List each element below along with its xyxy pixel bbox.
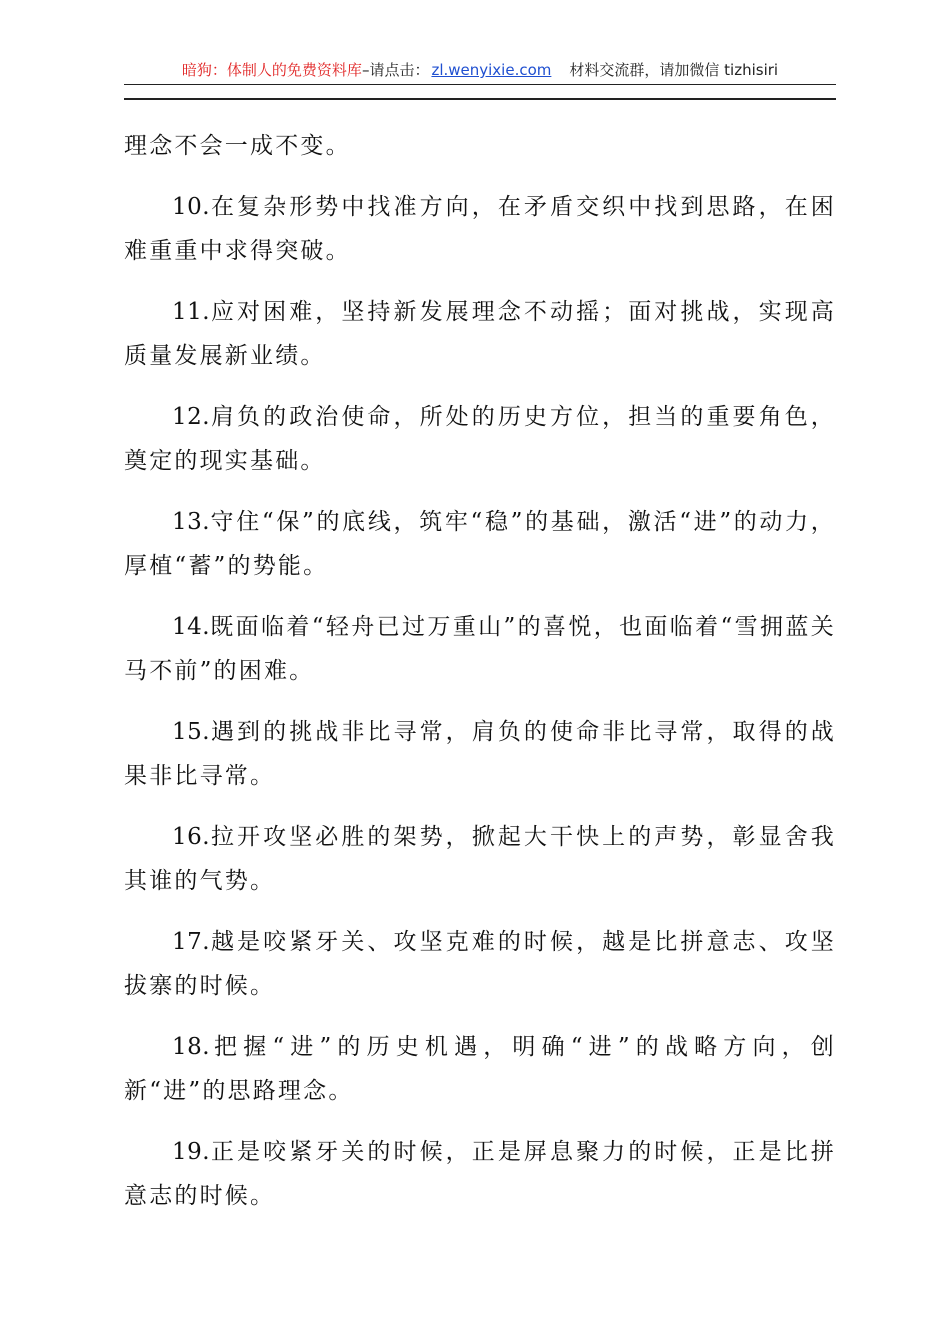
- document-body: [124, 124, 836, 1235]
- item-number: 11.: [172, 299, 211, 325]
- item-number: 14.: [172, 614, 211, 640]
- item-text: 正是咬紧牙关的时候，正是屏息聚力的时候，正是比拼意志的时候。: [124, 1139, 836, 1209]
- header-contact: 材料交流群，请加微信 tizhisiri: [569, 61, 779, 79]
- item-number: 13.: [172, 509, 211, 535]
- item-text: 应对困难，坚持新发展理念不动摇；面对挑战，实现高质量发展新业绩。: [124, 299, 836, 369]
- item-number: 19.: [172, 1139, 211, 1165]
- list-item: [124, 185, 836, 273]
- item-text: 守住“保”的底线，筑牢“稳”的基础，激活“进”的动力，厚植“蓄”的势能。: [124, 509, 836, 579]
- list-item: [124, 710, 836, 798]
- list-item: [124, 500, 836, 588]
- item-text: 既面临着“轻舟已过万重山”的喜悦，也面临着“雪拥蓝关马不前”的困难。: [124, 614, 836, 684]
- item-text: 把握“进”的历史机遇，明确“进”的战略方向，创新“进”的思路理念。: [124, 1034, 836, 1104]
- list-item: [124, 395, 836, 483]
- item-text: 肩负的政治使命，所处的历史方位，担当的重要角色，奠定的现实基础。: [124, 404, 836, 474]
- paragraph-text: 理念不会一成不变。: [124, 133, 351, 159]
- header-prompt: –请点击：: [361, 61, 430, 79]
- item-number: 18.: [172, 1034, 211, 1060]
- page-header: [124, 58, 836, 82]
- item-number: 17.: [172, 929, 211, 955]
- list-item: [124, 920, 836, 1008]
- list-item: [124, 290, 836, 378]
- list-item: [124, 605, 836, 693]
- list-item: [124, 1025, 836, 1113]
- header-link[interactable]: zl.wenyixie.com: [431, 61, 552, 79]
- item-text: 越是咬紧牙关、攻坚克难的时候，越是比拼意志、攻坚拔寨的时候。: [124, 929, 836, 999]
- list-item: [124, 1130, 836, 1218]
- paragraph-continuation: [124, 124, 836, 168]
- item-number: 16.: [172, 824, 211, 850]
- item-text: 在复杂形势中找准方向，在矛盾交织中找到思路，在困难重重中求得突破。: [124, 194, 836, 264]
- item-number: 12.: [172, 404, 211, 430]
- item-text: 拉开攻坚必胜的架势，掀起大干快上的声势，彰显舍我其谁的气势。: [124, 824, 836, 894]
- header-brand: 暗狗：体制人的免费资料库: [181, 61, 362, 79]
- header-rule-thick: [124, 98, 836, 100]
- header-rule-thin: [124, 84, 836, 85]
- item-number: 10.: [172, 194, 211, 220]
- item-number: 15.: [172, 719, 211, 745]
- list-item: [124, 815, 836, 903]
- item-text: 遇到的挑战非比寻常，肩负的使命非比寻常，取得的战果非比寻常。: [124, 719, 836, 789]
